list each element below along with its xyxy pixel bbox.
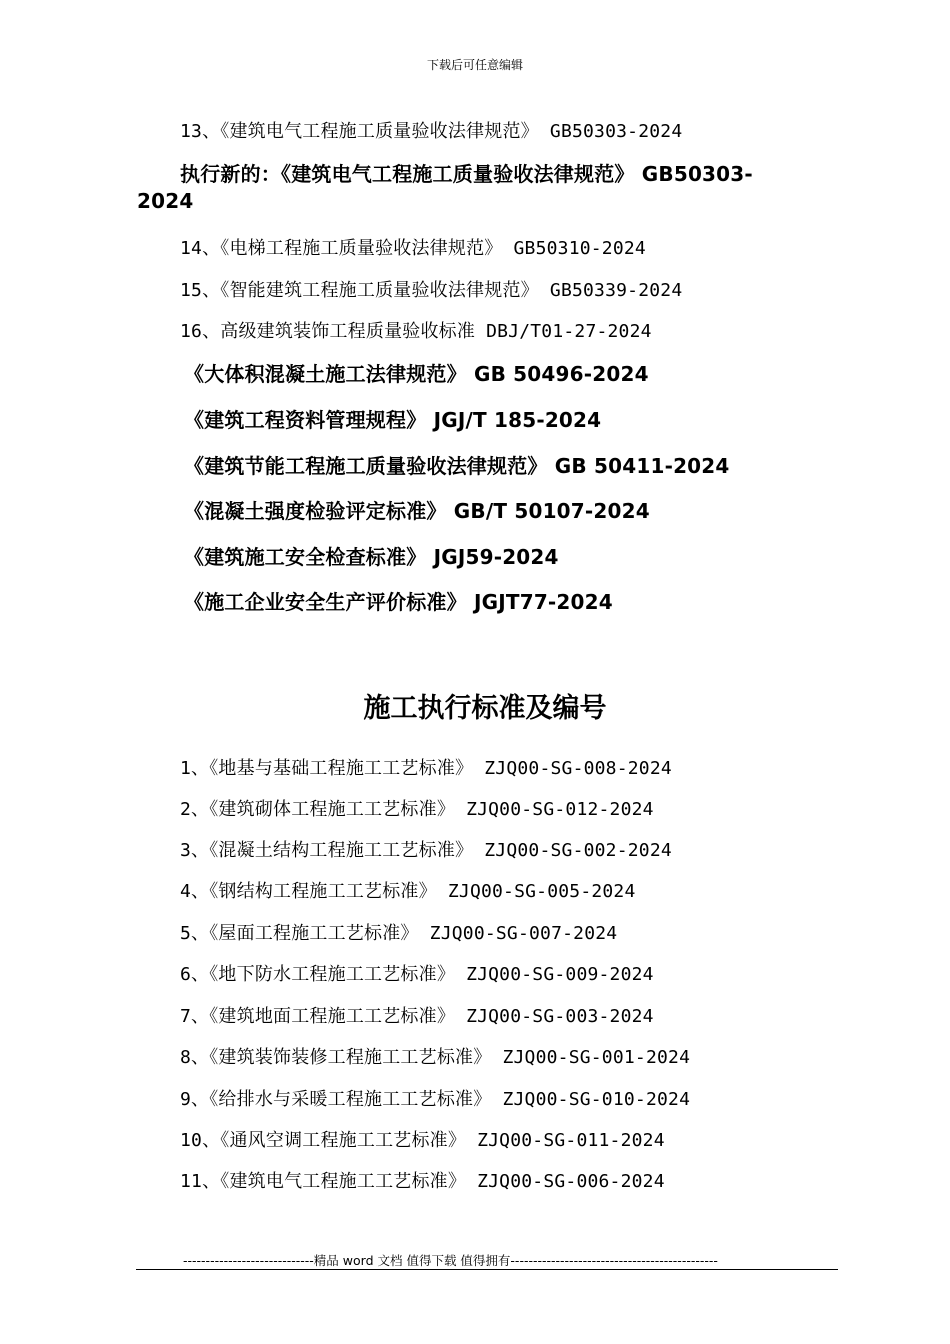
exec-line-continued: 2024 (137, 189, 194, 213)
list-item: 3、《混凝土结构工程施工工艺标准》 ZJQ00-SG-002-2024 (180, 840, 672, 861)
standard-item: 《建筑工程资料管理规程》 JGJ/T 185-2024 (184, 408, 602, 432)
list-item: 2、《建筑砌体工程施工工艺标准》 ZJQ00-SG-012-2024 (180, 799, 654, 820)
list-item: 9、《给排水与采暖工程施工工艺标准》 ZJQ00-SG-010-2024 (180, 1089, 691, 1110)
list-item: 5、《屋面工程施工工艺标准》 ZJQ00-SG-007-2024 (180, 923, 618, 944)
standard-item: 《大体积混凝土施工法律规范》 GB 50496-2024 (184, 362, 649, 386)
footer-divider (136, 1269, 838, 1270)
list-item: 1、《地基与基础工程施工工艺标准》 ZJQ00-SG-008-2024 (180, 758, 672, 779)
list-item: 11、《建筑电气工程施工工艺标准》 ZJQ00-SG-006-2024 (180, 1171, 665, 1192)
list-item: 6、《地下防水工程施工工艺标准》 ZJQ00-SG-009-2024 (180, 964, 654, 985)
list-item: 16、高级建筑装饰工程质量验收标准 DBJ/T01-27-2024 (180, 321, 652, 342)
standard-item: 《施工企业安全生产评价标准》 JGJT77-2024 (184, 590, 613, 614)
page-footer: -----------------------------精品 word 文档 值得下载 值得拥有---------------------------------------------- (183, 1253, 718, 1268)
list-item: 15、《智能建筑工程施工质量验收法律规范》 GB50339-2024 (180, 280, 683, 301)
list-item: 7、《建筑地面工程施工工艺标准》 ZJQ00-SG-003-2024 (180, 1006, 654, 1027)
exec-line: 执行新的：《建筑电气工程施工质量验收法律规范》 GB50303- (180, 162, 753, 186)
list-item: 13、《建筑电气工程施工质量验收法律规范》 GB50303-2024 (180, 121, 683, 142)
list-item: 10、《通风空调工程施工工艺标准》 ZJQ00-SG-011-2024 (180, 1130, 665, 1151)
standard-item: 《建筑施工安全检查标准》 JGJ59-2024 (184, 545, 559, 569)
standard-item: 《混凝土强度检验评定标准》 GB/T 50107-2024 (184, 499, 650, 523)
list-item: 8、《建筑装饰装修工程施工工艺标准》 ZJQ00-SG-001-2024 (180, 1047, 691, 1068)
list-item: 14、《电梯工程施工质量验收法律规范》 GB50310-2024 (180, 238, 646, 259)
standard-item: 《建筑节能工程施工质量验收法律规范》 GB 50411-2024 (184, 454, 730, 478)
list-item: 4、《钢结构工程施工工艺标准》 ZJQ00-SG-005-2024 (180, 881, 636, 902)
section-title: 施工执行标准及编号 (363, 693, 607, 724)
page-header: 下载后可任意编辑 (426, 58, 523, 72)
